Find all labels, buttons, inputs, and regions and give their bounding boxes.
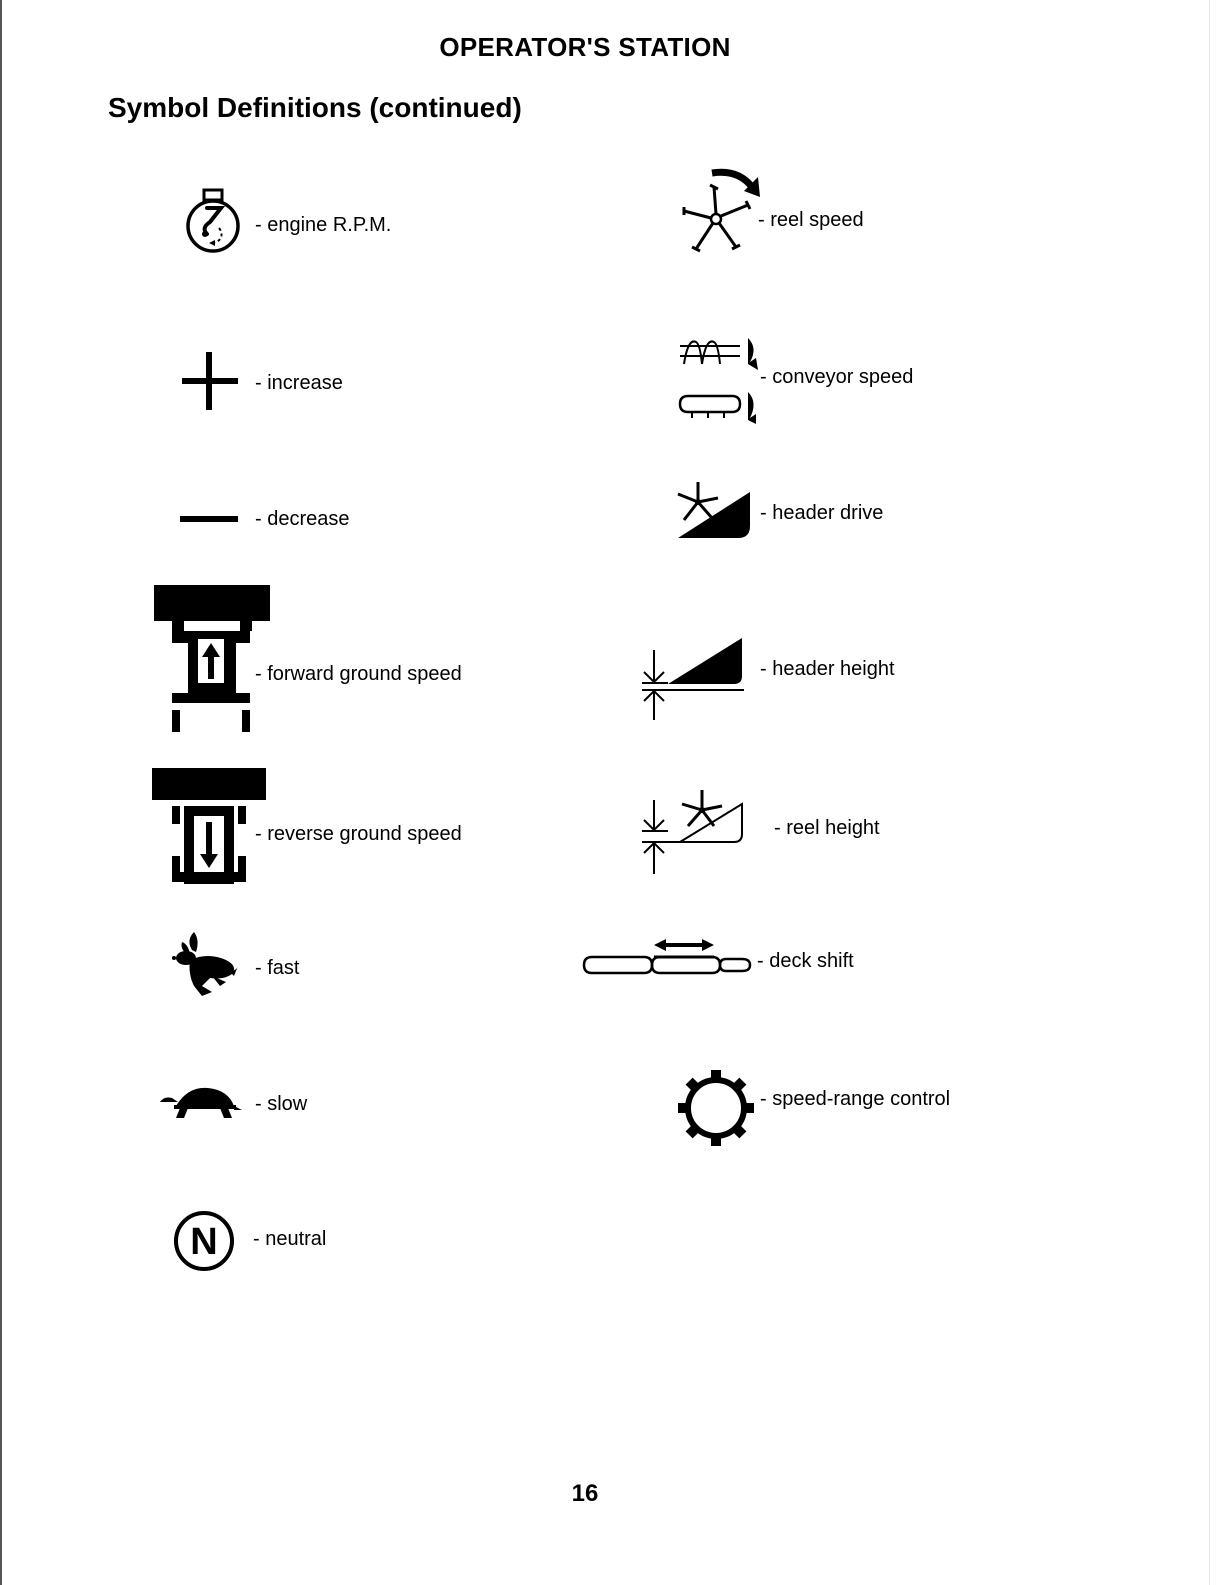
- symbol-speed-range-control: [678, 1070, 978, 1146]
- header-drive-icon: [676, 478, 752, 540]
- symbol-header-drive: [676, 478, 936, 540]
- header-drive-label: - header drive: [760, 502, 884, 524]
- reverse-ground-speed-icon: [152, 768, 268, 886]
- neutral-icon: [173, 1210, 235, 1272]
- symbol-engine-rpm: [183, 188, 433, 258]
- reverse-ground-speed-label: - reverse ground speed: [255, 823, 462, 845]
- symbol-reverse-ground-speed: [152, 768, 492, 886]
- decrease-label: - decrease: [255, 508, 350, 530]
- symbol-forward-ground-speed: [154, 585, 494, 733]
- fast-label: - fast: [255, 957, 300, 979]
- neutral-label: - neutral: [253, 1228, 327, 1250]
- page-number: 16: [571, 1480, 599, 1507]
- symbol-header-height: [640, 636, 940, 722]
- page-edge: [0, 0, 2, 1585]
- plus-icon: [180, 350, 240, 410]
- symbol-conveyor-speed: [678, 334, 958, 426]
- engine-rpm-icon: [183, 188, 243, 258]
- header-height-label: - header height: [760, 658, 895, 680]
- neutral-glyph: N: [190, 1221, 218, 1263]
- conveyor-speed-icon: [678, 334, 768, 424]
- deck-shift-label: - deck shift: [757, 950, 854, 972]
- reel-speed-label: - reel speed: [758, 209, 864, 231]
- symbol-decrease: [180, 505, 400, 535]
- forward-ground-speed-label: - forward ground speed: [255, 663, 462, 685]
- conveyor-speed-label: - conveyor speed: [760, 366, 914, 388]
- reel-height-icon: [640, 786, 746, 876]
- symbol-neutral: [173, 1210, 373, 1272]
- symbol-increase: [180, 350, 400, 415]
- engine-rpm-label: - engine R.P.M.: [255, 214, 392, 236]
- reel-height-label: - reel height: [774, 817, 880, 839]
- symbol-deck-shift: [582, 935, 902, 985]
- turtle-icon: [158, 1084, 244, 1124]
- rabbit-icon: [172, 930, 238, 998]
- speed-range-control-label: - speed-range control: [760, 1088, 951, 1110]
- increase-label: - increase: [255, 372, 343, 394]
- slow-label: - slow: [255, 1093, 308, 1115]
- deck-shift-icon: [582, 935, 754, 985]
- symbol-reel-height: [640, 786, 920, 876]
- reel-speed-icon: [682, 165, 762, 253]
- gear-icon: [678, 1070, 754, 1146]
- page-header: OPERATOR'S STATION: [439, 32, 731, 62]
- header-height-icon: [640, 636, 746, 722]
- page-edge-right: [1209, 0, 1210, 1585]
- symbol-fast: [172, 930, 352, 1000]
- symbol-reel-speed: [682, 165, 942, 255]
- section-title: Symbol Definitions (continued): [108, 92, 522, 123]
- symbol-slow: [158, 1084, 338, 1124]
- forward-ground-speed-icon: [154, 585, 270, 733]
- minus-icon: [180, 505, 240, 535]
